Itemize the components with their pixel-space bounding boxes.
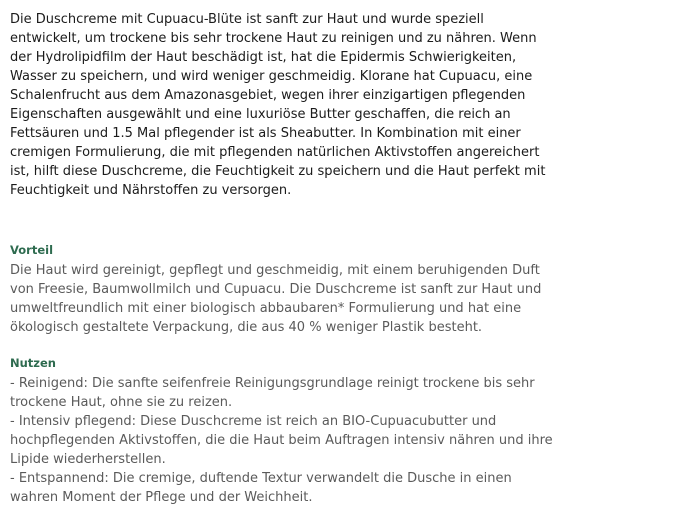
nutzen-item-reinigend: - Reinigend: Die sanfte seifenfreie Reinigungsgrundlage reinigt trockene bis sehr trockene Haut, ohne sie zu reizen. xyxy=(10,376,535,410)
nutzen-item-entspannend: - Entspannend: Die cremige, duftende Textur verwandelt die Dusche in einen wahren Moment der Pflege und der Weichheit. xyxy=(10,471,512,505)
vorteil-paragraph: Die Haut wird gereinigt, gepflegt und geschmeidig, mit einem beruhigenden Duft von Freesie, Baumwollmilch und Cupuacu. Die Duschcreme ist sanft zur Haut und umweltfreundlich mit einer biologisch abbaubaren* Formulierung und hat eine ökologisch gestaltete Verpackung, die aus 40 % weniger Plastik besteht. xyxy=(10,263,542,335)
nutzen-item-pflegend: - Intensiv pflegend: Diese Duschcreme ist reich an BIO-Cupuacubutter und hochpflegenden Aktivstoffen, die die Haut beim Auftragen intensiv nähren und ihre Lipide wiederherstellen. xyxy=(10,414,553,467)
nutzen-heading: Nutzen xyxy=(10,356,56,370)
intro-paragraph: Die Duschcreme mit Cupuacu-Blüte ist sanft zur Haut und wurde speziell entwickelt, um trockene bis sehr trockene Haut zu reinigen und zu nähren. Wenn der Hydrolipidfilm der Haut beschädigt ist, hat die Epidermis Schwierigkeiten, Wasser zu speichern, und wird weniger geschmeidig. Klorane hat Cupuacu, eine Schalenfrucht aus dem Amazonasgebiet, wegen ihrer einzigartigen pflegenden Eigenschaften ausgewählt und eine luxuriöse Butter geschaffen, die reich an Fettsäuren und 1.5 Mal pflegender ist als Sheabutter. In Kombination mit einer cremigen Formulierung, die mit pflegenden natürlichen Aktivstoffen angereichert ist, hilft diese Duschcreme, die Feuchtigkeit zu speichern und die Haut perfekt mit Feuchtigkeit und Nährstoffen zu versorgen. xyxy=(10,12,546,198)
vorteil-heading: Vorteil xyxy=(10,243,54,257)
nutzen-list xyxy=(10,374,555,507)
